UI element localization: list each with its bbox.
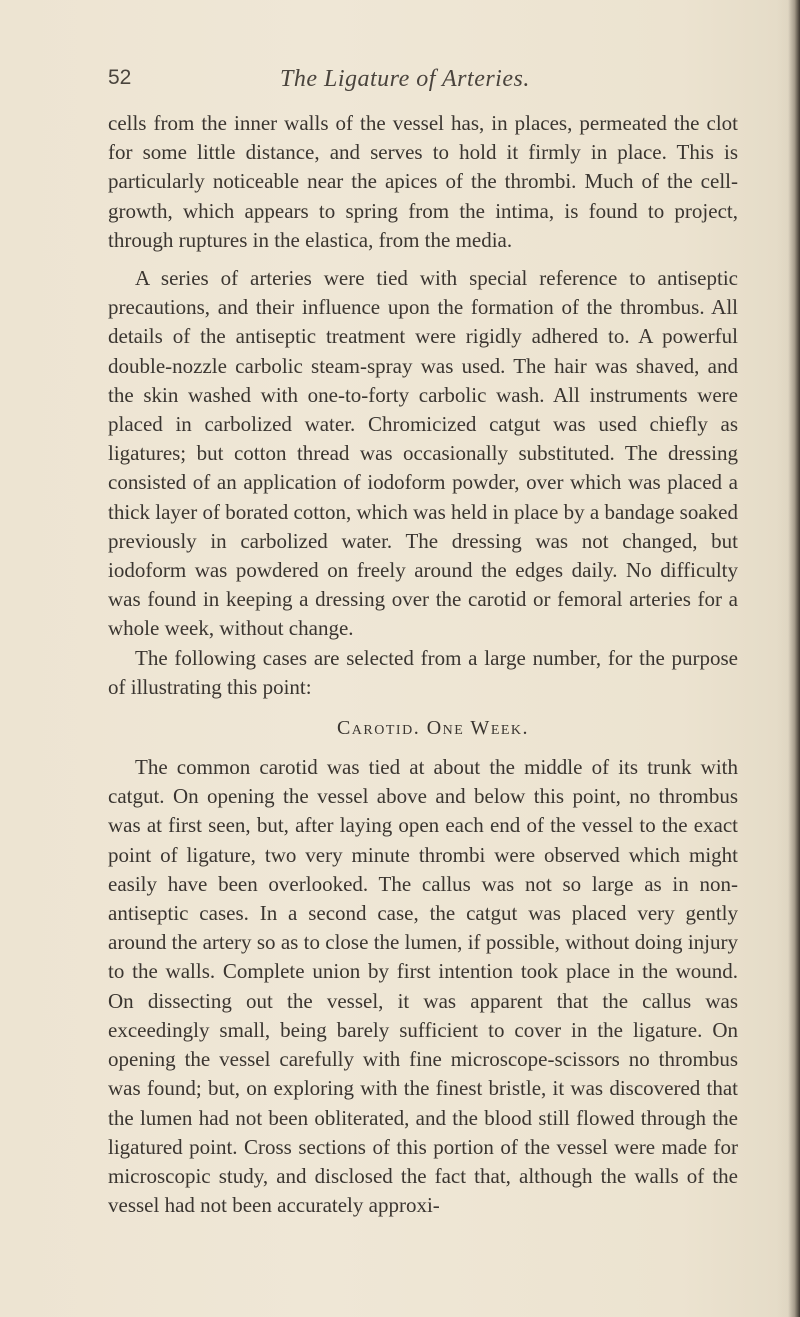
paragraph-antiseptic-series: A series of arteries were tied with special reference to antiseptic precautions, and their influence upon the formation of the thrombus. All details of the antiseptic treatment were rigidly adhered to. A powerful double-nozzle carbolic steam-spray was used. The hair was shaved, and the skin washed with one-to-forty carbolic wash. All instruments were placed in carbolized water. Chromicized catgut was used chiefly as ligatures; but cotton thread was occasionally substituted. The dressing consisted of an application of iodoform powder, over which was placed a thick layer of borated cotton, which was held in place by a bandage soaked previously in carbolized water. The dressing was not changed, but iodoform was powdered on freely around the edges daily. No difficulty was found in keeping a dressing over the carotid or femoral arteries for a whole week, without change. [108,266,738,641]
paragraph-continuation: cells from the inner walls of the vessel has, in places, permeated the clot for some little distance, and serves to hold it firmly in place. This is particularly noticeable near the apices of the thrombi. Much of the cell-growth, which appears to spring from the intima, is found to project, through ruptures in the elastica, from the media. [108,111,738,252]
body-text [108,109,738,1220]
paragraph-following-cases: The following cases are selected from a large number, for the purpose of illustrating this point: [108,645,738,699]
section-heading: Carotid. One Week. [336,717,530,740]
running-head [0,66,800,102]
page-edge-shadow [788,0,800,1317]
running-title: The Ligature of Arteries. [280,66,530,92]
paragraph-carotid-case: The common carotid was tied at about the middle of its trunk with catgut. On opening the vessel above and below this point, no thrombus was at first seen, but, after laying open each end of the vessel to the exact point of ligature, two very minute thrombi were observed which might easily have been overlooked. The callus was not so large as in non-antiseptic cases. In a second case, the catgut was placed very gently around the artery so as to close the lumen, if possible, without doing injury to the walls. Complete union by first intention took place in the wound. On dissecting out the vessel, it was apparent that the callus was exceedingly small, being barely sufficient to cover in the ligature. On opening the vessel carefully with fine microscope-scissors no thrombus was found; but, on exploring with the finest bristle, it was discovered that the lumen had not been obliterated, and the blood still flowed through the ligatured point. Cross sections of this portion of the vessel were made for microscopic study, and disclosed the fact that, although the walls of the vessel had not been accurately approxi- [108,755,738,1218]
page-number: 52 [108,66,132,89]
